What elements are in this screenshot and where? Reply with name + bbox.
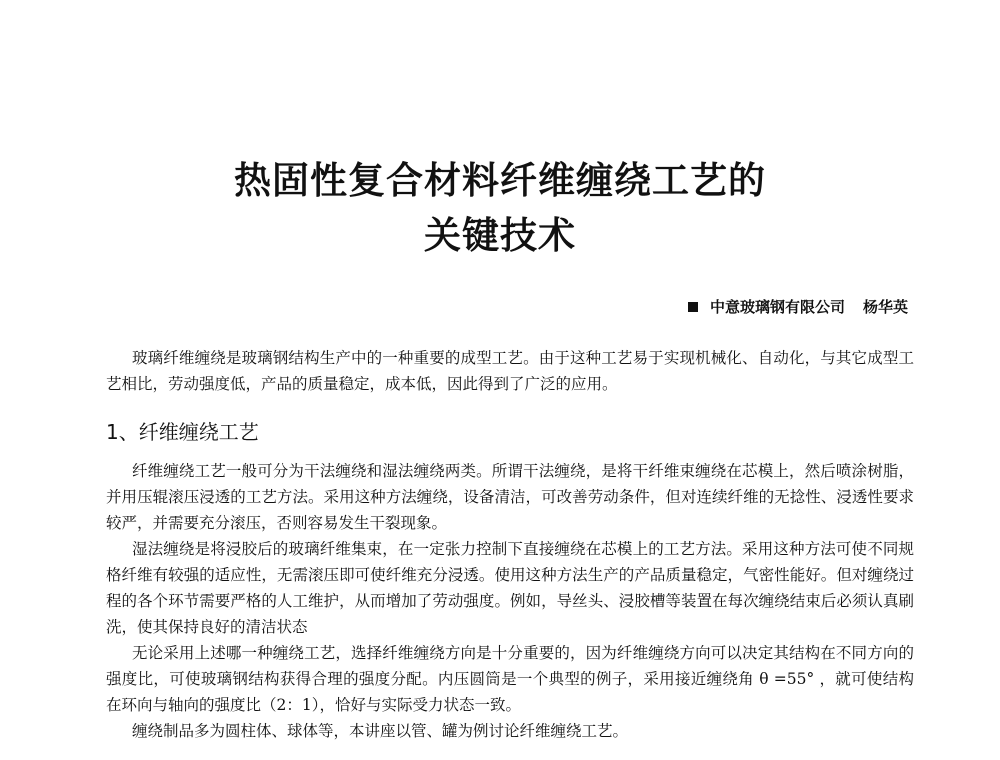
body-paragraph: 湿法缠绕是将浸胶后的玻璃纤维集束，在一定张力控制下直接缠绕在芯模上的工艺方法。采用这种方法可使不同规格纤维有较强的适应性，无需滚压即可使纤维充分浸透。使用这种方法生产的产品质量稳定，气密性能好。但对缠绕过程的各个环节需要严格的人工维护，从而增加了劳动强度。例如，导丝头、浸胶槽等装置在每次缠绕结束后必须认真刷洗，使其保持良好的清洁状态 xyxy=(106,540,914,636)
article-title-line2: 关键技术 xyxy=(424,214,576,257)
byline xyxy=(688,297,908,317)
body-paragraph: 无论采用上述哪一种缠绕工艺，选择纤维缠绕方向是十分重要的，因为纤维缠绕方向可以决定其结构在不同方向的强度比，可使玻璃钢结构获得合理的强度分配。内压圆筒是一个典型的例子，采用接近缠绕角 θ =55° ，就可使结构在环向与轴向的强度比（2：1），恰好与实际受力状态一致。 xyxy=(106,644,914,714)
section-heading: 1、纤维缠绕工艺 xyxy=(106,420,259,444)
section-body xyxy=(106,458,914,744)
intro-block xyxy=(106,345,914,397)
body-paragraph: 纤维缠绕工艺一般可分为干法缠绕和湿法缠绕两类。所谓干法缠绕，是将干纤维束缠绕在芯模上，然后喷涂树脂，并用压辊滚压浸透的工艺方法。采用这种方法缠绕，设备清洁，可改善劳动条件，但对连续纤维的无捻性、浸透性要求较严，并需要充分滚压，否则容易发生干裂现象。 xyxy=(106,462,914,532)
intro-paragraph: 玻璃纤维缠绕是玻璃钢结构生产中的一种重要的成型工艺。由于这种工艺易于实现机械化、自动化，与其它成型工艺相比，劳动强度低，产品的质量稳定，成本低，因此得到了广泛的应用。 xyxy=(106,349,914,393)
article-title-line1: 热固性复合材料纤维缠绕工艺的 xyxy=(234,159,766,202)
author-name: 杨华英 xyxy=(862,298,908,316)
square-bullet-icon xyxy=(688,302,698,312)
organization-name: 中意玻璃钢有限公司 xyxy=(709,298,845,316)
body-paragraph: 缠绕制品多为圆柱体、球体等，本讲座以管、罐为例讨论纤维缠绕工艺。 xyxy=(132,722,629,740)
